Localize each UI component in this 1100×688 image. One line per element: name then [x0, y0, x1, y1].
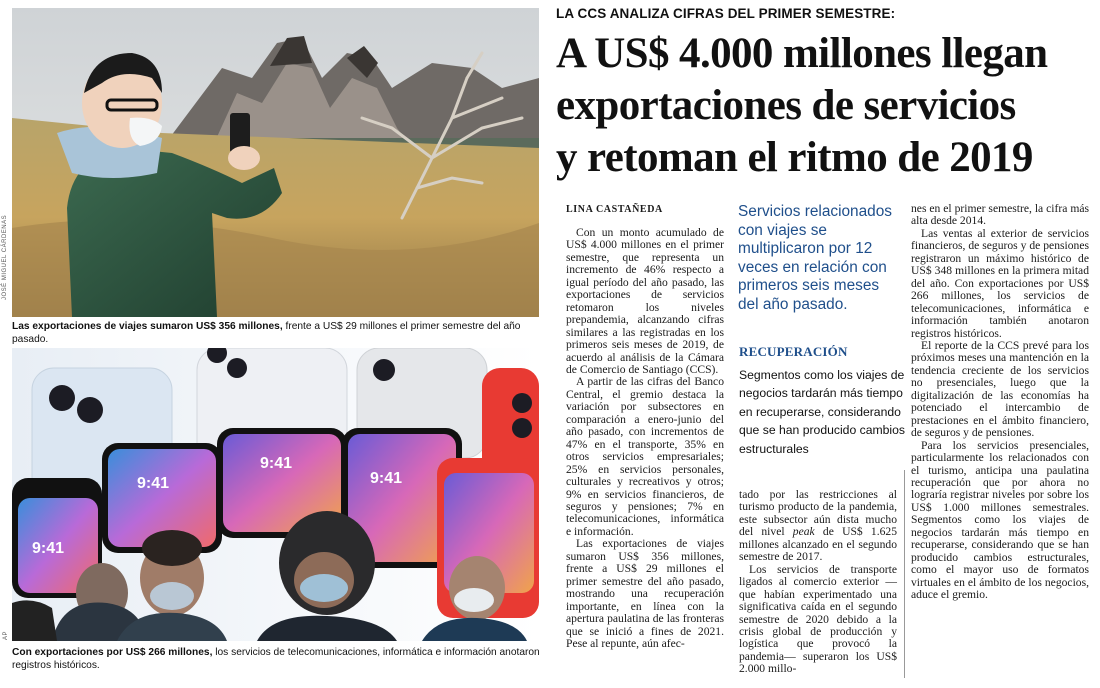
article-paragraph: El reporte de la CCS prevé para los próximos meses una mantención en la tendencia creciente de los servicios no presenciales, luego que la digitalización de las economías ha potenciado el intercambio de prestaciones en el ámbito financiero, de seguros y de pensiones.	[911, 338, 1089, 440]
headline-line-2: exportaciones de servicios	[556, 82, 1016, 129]
column-divider	[904, 470, 905, 678]
article-headline	[556, 28, 1096, 184]
photo-caption-bottom-rest: los servicios de telecomunicaciones, informática e información anotaron registros históricos.	[12, 647, 540, 671]
article-paragraph	[739, 489, 897, 564]
pull-quote: Servicios relacionados con viajes se multiplicaron por 12 veces en relación con primeros seis meses del año pasado.	[738, 203, 892, 313]
article-paragraph: nes en el primer semestre, la cifra más alta desde 2014.	[911, 202, 1089, 228]
article-column-1	[566, 227, 724, 650]
photo-caption-bottom	[12, 646, 540, 672]
photo-credit-bottom: AP	[3, 630, 9, 640]
headline-line-1: A US$ 4.000 millones llegan	[556, 30, 1048, 77]
col2-text-a: tado por las restricciones al turismo producto de la pandemia, este subsector aún dista mucho del nivel	[739, 488, 897, 539]
article-paragraph: Con un monto acumulado de US$ 4.000 millones en el primer semestre, que representa un incremento de 46% respecto a igual período del año pasado, las exportaciones de servicios retomaron los niveles prepandemia, alcanzando cifras similares a las registradas en los primeros seis meses de 2019, de acuerdo al análisis de la Cámara de Comercio de Santiago (CCS).	[566, 226, 724, 376]
article-kicker: LA CCS ANALIZA CIFRAS DEL PRIMER SEMESTRE:	[556, 6, 896, 21]
article-column-2	[739, 489, 897, 676]
article-paragraph: Los servicios de transporte ligados al comercio exterior —que habían experimentado una significativa caída en el segundo semestre de 2020 debido a la crisis global de producción y logística que provocó la pandemia— superaron los US$ 2.000 millo-	[739, 562, 897, 676]
screen-time-3: 9:41	[370, 470, 403, 487]
photo-caption-top-rest: frente a US$ 29 millones el primer semestre del año pasado.	[12, 321, 521, 345]
screen-time-4: 9:41	[32, 540, 65, 557]
col2-peak: peak	[792, 525, 815, 539]
screen-time-1: 9:41	[137, 475, 170, 492]
photo-iphones-crowd	[12, 348, 539, 641]
screen-time-2: 9:41	[260, 455, 293, 472]
photo-caption-top	[12, 320, 542, 346]
section-subhead-text: Segmentos como los viajes de negocios tardarán más tiempo en recuperarse, considerando que se han producido cambios estructurales	[739, 368, 905, 456]
photo-credit-top: JOSÉ MIGUEL CÁRDENAS	[2, 214, 8, 300]
col2-text-b: de US$ 1.625 millones alcanzado en el segundo semestre de 2017.	[739, 525, 897, 564]
article-paragraph: Para los servicios presenciales, particularmente los relacionados con el turismo, anticipa una paulatina recuperación que por ahora no lograría registrar niveles por sobre los US$ 1.000 millones semestrales. Segmentos como los viajes de negocios tardarán más tiempo en recuperarse, considerando que se han producido cambios estructurales, como el mayor uso de formatos virtuales en el ámbito de los negocios, aduce el gremio.	[911, 438, 1089, 602]
article-byline: LINA CASTAÑEDA	[566, 204, 663, 215]
section-subhead: RECUPERACIÓN	[739, 344, 848, 359]
photo-tourist-mountains	[12, 8, 539, 317]
article-paragraph: Las exportaciones de viajes sumaron US$ 356 millones, frente a US$ 29 millones el primer semestre del año pasado, mostrando una recuperación importante, en línea con la apertura paulatina de las fronteras que se inició a fines de 2021. Pese al repunte, aún afec-	[566, 537, 724, 650]
article-paragraph: A partir de las cifras del Banco Central, el gremio destaca la variación por subsectores en comparación a enero-junio del año pasado, con incrementos de 47% en el transporte, 35% en otros servicios empresariales; 25% en servicios personales, culturales y recreativos y otros; 9% en servicios financieros, de seguros y pensiones; 7% en telecomunicaciones, informática e información.	[566, 375, 724, 538]
article-paragraph: Las ventas al exterior de servicios financieros, de seguros y de pensiones registraron un máximo histórico de US$ 348 millones en la primera mitad del año. Con exportaciones por US$ 266 millones, los servicios de telecomunicaciones, informática e información también anotaron registros históricos.	[911, 226, 1089, 340]
headline-line-3: y retoman el ritmo de 2019	[556, 134, 1033, 181]
photo-caption-top-bold: Las exportaciones de viajes sumaron US$ 356 millones,	[12, 321, 283, 332]
photo-caption-bottom-bold: Con exportaciones por US$ 266 millones,	[12, 647, 213, 658]
article-column-3	[911, 203, 1089, 602]
